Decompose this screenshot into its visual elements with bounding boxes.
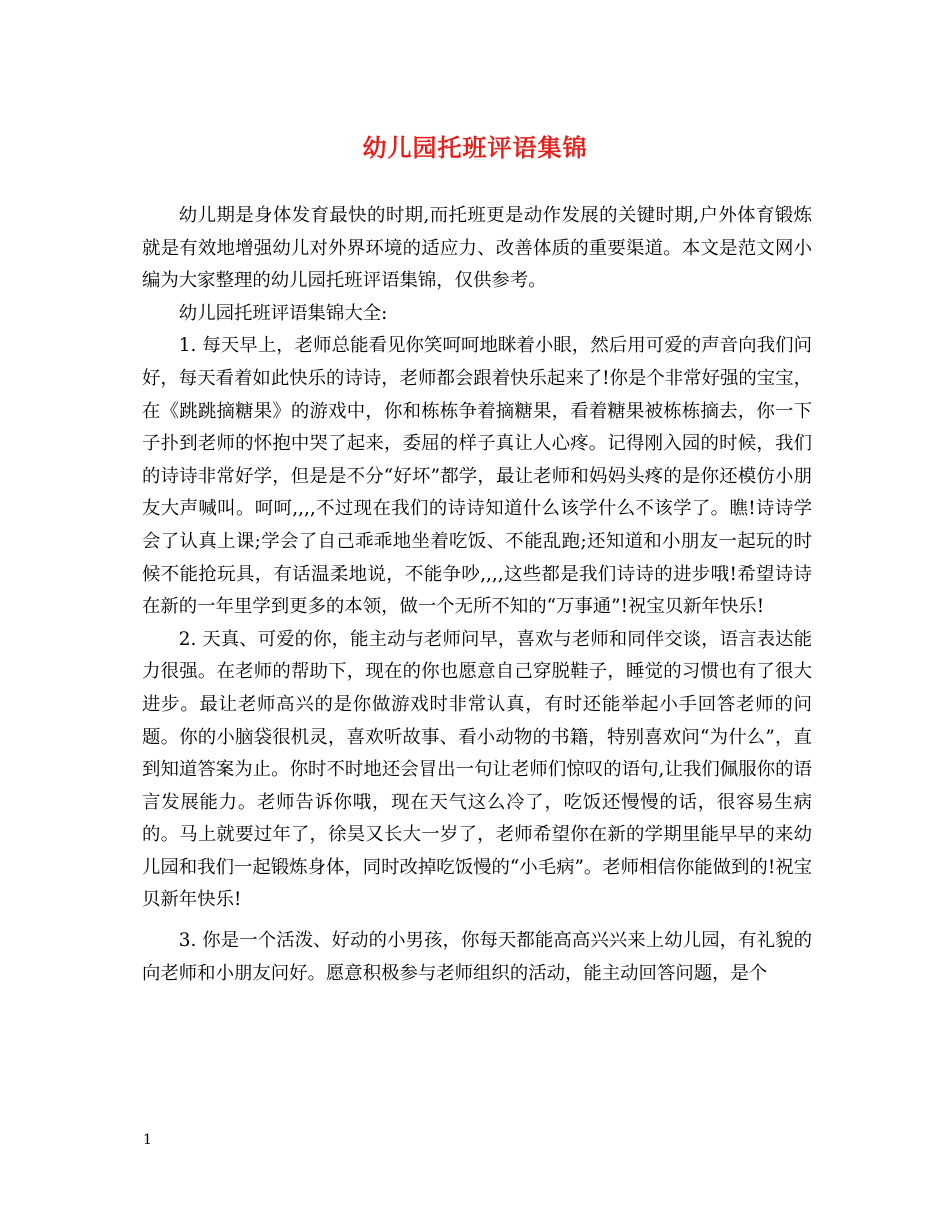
section-heading: 幼儿园托班评语集锦大全:: [178, 302, 388, 324]
comment-item-2: 2. 天真、可爱的你，能主动与老师问早，喜欢与老师和同伴交谈，语言表达能力很强。在老师的帮助下，现在的你也愿意自己穿脱鞋子，睡觉的习惯也有了很大进步。最让老师高兴的是你做游戏时非常认真，有时还能举起小手回答老师的问题。你的小脑袋很机灵，喜欢听故事、看小动物的书籍，特别喜欢问“为什么”，直到知道答案为止。你时不时地还会冒出一句让老师们惊叹的语句,让我们佩服你的语言发展能力。老师告诉你哦，现在天气这么冷了，吃饭还慢慢的话，很容易生病的。马上就要过年了，徐昊又长大一岁了，老师希望你在新的学期里能早早的来幼儿园和我们一起锻炼身体，同时改掉吃饭慢的“小毛病”。老师相信你能做到的!祝宝贝新年快乐!: [142, 628, 812, 911]
comment-item-1: 1. 每天早上，老师总能看见你笑呵呵地眯着小眼，然后用可爱的声音向我们问好，每天看着如此快乐的诗诗，老师都会跟着快乐起来了!你是个非常好强的宝宝，在《跳跳摘糖果》的游戏中，你和栋栋争着摘糖果，看着糖果被栋栋摘去，你一下子扑到老师的怀抱中哭了起来，委屈的样子真让人心疼。记得刚入园的时候，我们的诗诗非常好学，但是是不分“好坏”都学，最让老师和妈妈头疼的是你还模仿小朋友大声喊叫。呵呵,,,,不过现在我们的诗诗知道什么该学什么不该学了。瞧!诗诗学会了认真上课;学会了自己乖乖地坐着吃饭、不能乱跑;还知道和小朋友一起玩的时候不能抢玩具，有话温柔地说，不能争吵,,,,这些都是我们诗诗的进步哦!希望诗诗在新的一年里学到更多的本领，做一个无所不知的“万事通”!祝宝贝新年快乐!: [142, 335, 812, 618]
document-body: [142, 200, 812, 990]
page-number: 1: [143, 1132, 152, 1148]
intro-paragraph: 幼儿期是身体发育最快的时期,而托班更是动作发展的关键时期,户外体育锻炼就是有效地增强幼儿对外界环境的适应力、改善体质的重要渠道。本文是范文网小编为大家整理的幼儿园托班评语集锦，仅供参考。: [142, 205, 812, 292]
document-title: 幼儿园托班评语集锦: [362, 133, 588, 162]
comment-item-3: 3. 你是一个活泼、好动的小男孩，你每天都能高高兴兴来上幼儿园，有礼貌的向老师和小朋友问好。愿意积极参与老师组织的活动，能主动回答问题，是个: [142, 930, 812, 984]
